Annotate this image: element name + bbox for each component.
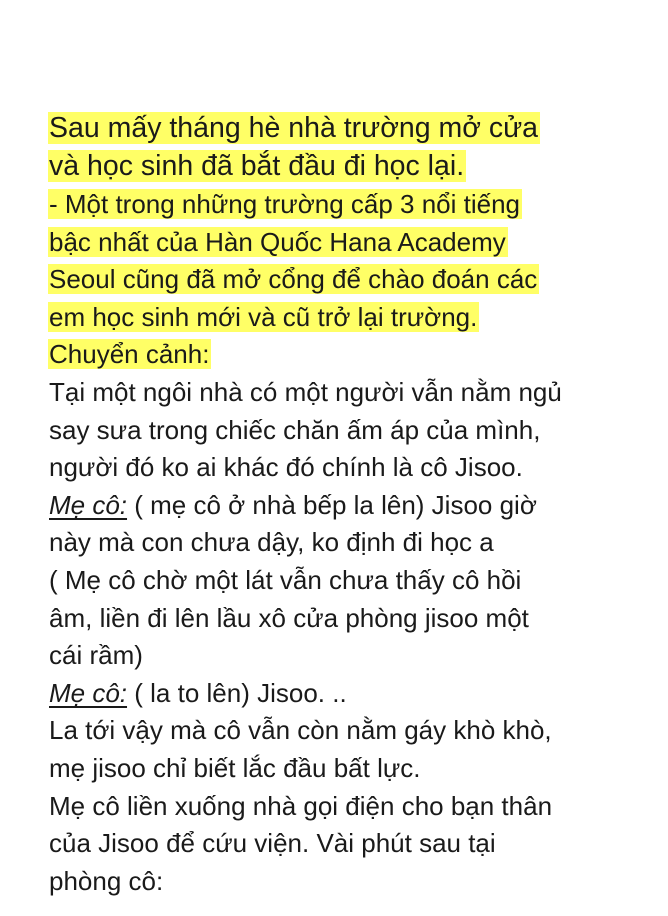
scene-line: Tại một ngôi nhà có một người vẫn nằm ngủ	[49, 376, 562, 407]
story-body	[49, 374, 659, 900]
dialogue-text: ( la to lên) Jisoo. ..	[127, 677, 347, 708]
intro-line: Seoul cũng đã mở cổng để chào đoán các	[49, 264, 538, 295]
intro-line: - Một trong những trường cấp 3 nổi tiếng	[49, 189, 521, 219]
narration-line: phòng cô:	[49, 865, 164, 896]
intro-line: và học sinh đã bắt đầu đi học lại.	[49, 149, 465, 182]
speaker-label: Mẹ cô:	[49, 677, 128, 708]
narration-line: La tới vậy mà cô vẫn còn nằm gáy khò khò,	[49, 715, 552, 746]
narration-line: mẹ jisoo chỉ biết lắc đầu bất lực.	[49, 752, 421, 783]
scene-line: say sưa trong chiếc chăn ấm áp của mình,	[49, 414, 541, 445]
story-page	[49, 110, 659, 900]
scene-line: người đó ko ai khác đó chính là cô Jisoo.	[49, 452, 523, 483]
dialogue-line	[49, 487, 659, 525]
narration-line: âm, liền đi lên lầu xô cửa phòng jisoo một	[49, 602, 529, 633]
narration-line: Mẹ cô liền xuống nhà gọi điện cho bạn thân	[49, 790, 553, 821]
dialogue-line: này mà con chưa dậy, ko định đi học a	[49, 527, 494, 558]
narration-line: ( Mẹ cô chờ một lát vẫn chưa thấy cô hồi	[49, 564, 522, 595]
scene-change-label: Chuyển cảnh:	[49, 339, 210, 370]
narration-line: của Jisoo để cứu viện. Vài phút sau tại	[49, 828, 496, 859]
intro-line: em học sinh mới và cũ trở lại trường.	[49, 301, 478, 332]
narration-line: cái rầm)	[49, 640, 143, 671]
dialogue-line	[49, 675, 659, 713]
highlighted-intro	[49, 110, 659, 374]
intro-line: Sau mấy tháng hè nhà trường mở cửa	[49, 112, 539, 144]
intro-line: bậc nhất của Hàn Quốc Hana Academy	[49, 226, 506, 257]
speaker-label: Mẹ cô:	[49, 489, 128, 520]
dialogue-text: ( mẹ cô ở nhà bếp la lên) Jisoo giờ	[127, 489, 537, 520]
